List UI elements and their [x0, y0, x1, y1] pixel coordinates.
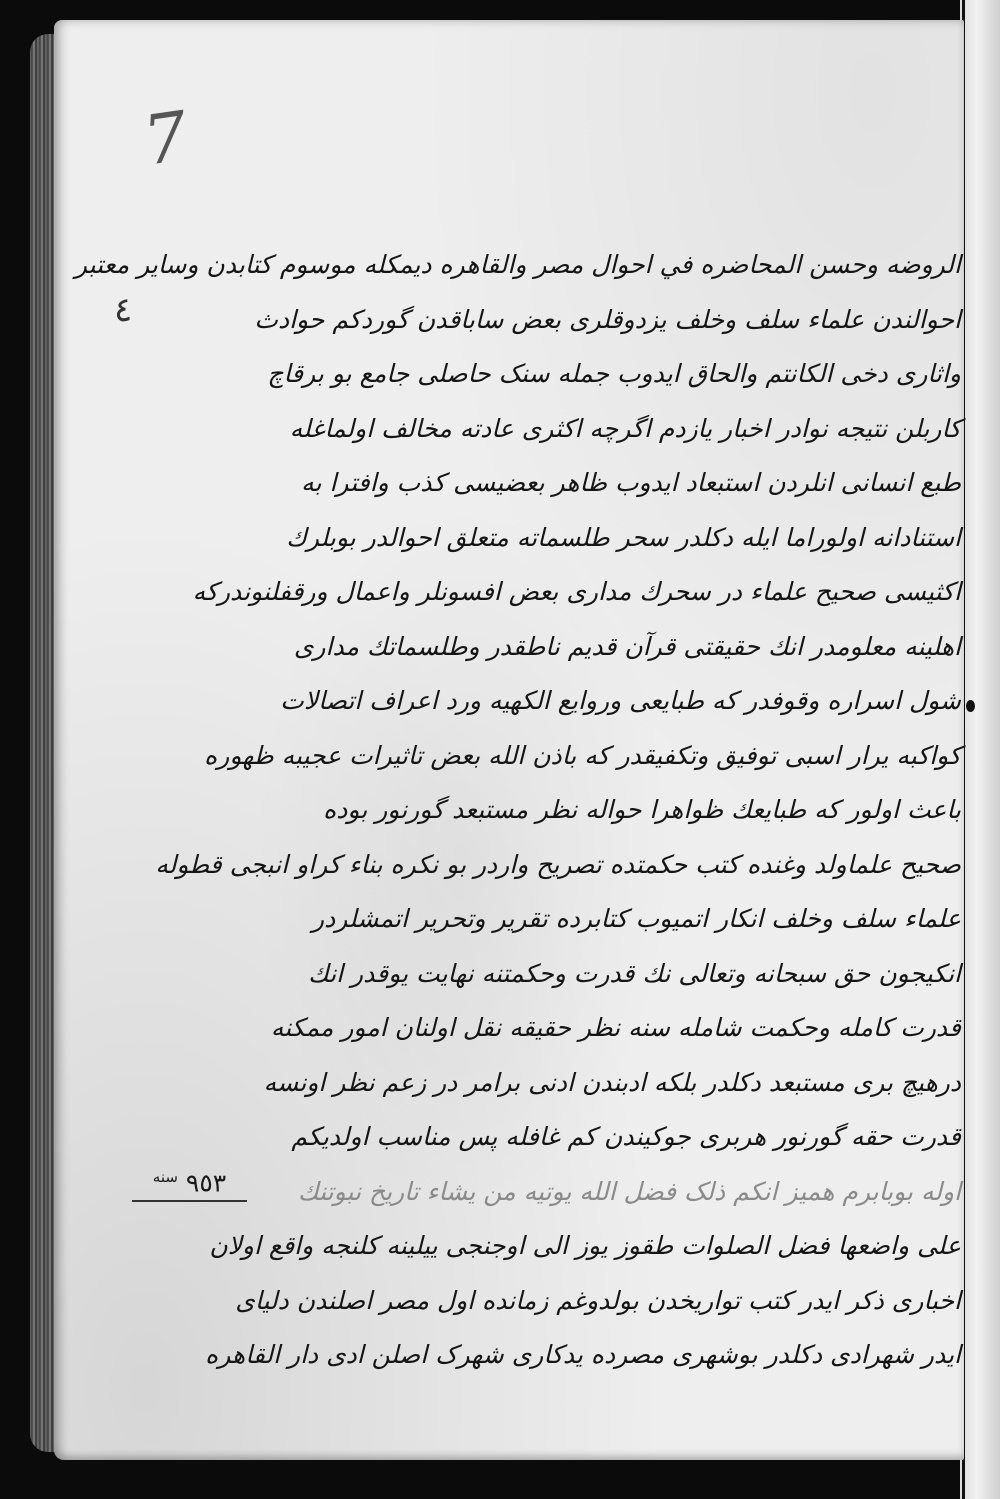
- text-line: الروضه وحسن المحاضره في احوال مصر والقاهره دیمکله موسوم کتابدن وسایر معتبر: [74, 250, 961, 279]
- margin-year-note: [132, 1160, 247, 1202]
- text-line: شول اسراره وقوفدر که طبایعی وروایع الکهیه ورد اعراف اتصالات: [280, 686, 961, 715]
- ink-dot: [966, 700, 975, 712]
- text-line: ایدر شهرادی دکلدر بوشهری مصرده یدکاری شهرک اصلن ادی دار القاهره: [205, 1340, 961, 1369]
- text-line: اخباری ذکر ایدر کتب تواریخدن بولدوغم زمانده اول مصر اصلندن دلیای: [235, 1285, 961, 1315]
- text-line: کواکبه یرار اسبی توفیق وتکفیقدر که باذن الله بعض تاثیرات عجیبه ظهوره: [204, 740, 961, 770]
- scanner-edge: [960, 0, 1000, 1499]
- text-line: کاربلن نتیجه نوادر اخبار یازدم اگرچه اکثری عادته مخالف اولماغله: [289, 413, 961, 443]
- text-line: قدرت کامله وحکمت شامله سنه نظر حقیقه نقل اولنان امور ممکنه: [270, 1013, 961, 1042]
- text-line: اوله بوبابرم همیز انکم ذلک فضل الله یوتیه من یشاء تاریخ نبوتنك: [298, 1176, 961, 1206]
- text-line: اهلینه معلومدر انك حقیقتی قرآن قدیم ناطقدر وطلسماتك مداری: [293, 631, 961, 661]
- manuscript-book: [30, 20, 965, 1460]
- text-line: طبع انسانی انلردن استبعاد ایدوب ظاهر بعضیسی کذب وافترا به: [301, 468, 961, 497]
- text-line: احوالندن علماء سلف وخلف یزدوقلری بعض ساباقدن گوردکم حوادث: [254, 304, 961, 334]
- margin-year-word: سنه: [152, 1168, 178, 1186]
- text-line: استنادانه اولوراما ایله دکلدر سحر طلسماته متعلق احوالدر بوبلرك: [286, 522, 961, 552]
- text-line: اکثیسی صحیح علماء در سحرك مداری بعض افسونلر واعمال ورقفلنوندرکه: [192, 577, 961, 606]
- margin-mark: ٤: [114, 290, 133, 330]
- text-line: انکیجون حق سبحانه وتعالی نك قدرت وحکمتنه نهایت یوقدر انك: [308, 958, 961, 988]
- text-line: علماء سلف وخلف انکار اتمیوب کتابرده تقریر وتحریر اتمشلردر: [312, 904, 961, 933]
- text-line: باعث اولور که طبایعك ظواهرا حواله نظر مستبعد گورنور بوده: [323, 795, 961, 824]
- text-line: واثاری دخی الکانتم والحاق ایدوب جمله سنک حاصلی جامع بو برقاچ: [267, 359, 961, 388]
- margin-year-number: ٩٥٣: [185, 1168, 227, 1198]
- manuscript-page: [54, 20, 964, 1460]
- text-line: درهیچ بری مستبعد دکلدر بلکه ادبندن ادنی برامر در زعم نظر اونسه: [263, 1067, 961, 1097]
- text-line: قدرت حقه گورنور هربری جوکیندن کم غافله پس مناسب اولدیکم: [291, 1122, 961, 1151]
- text-line: صحیح علماولد وغنده کتب حکمتده تصریح واردر بو نکره بناء کراو انبجی قطوله: [155, 849, 961, 879]
- text-line: علی واضعها فضل الصلوات طقوز یوز الی اوجنجی ییلینه کلنجه واقع اولان: [209, 1231, 961, 1260]
- folio-number: 7: [138, 97, 193, 182]
